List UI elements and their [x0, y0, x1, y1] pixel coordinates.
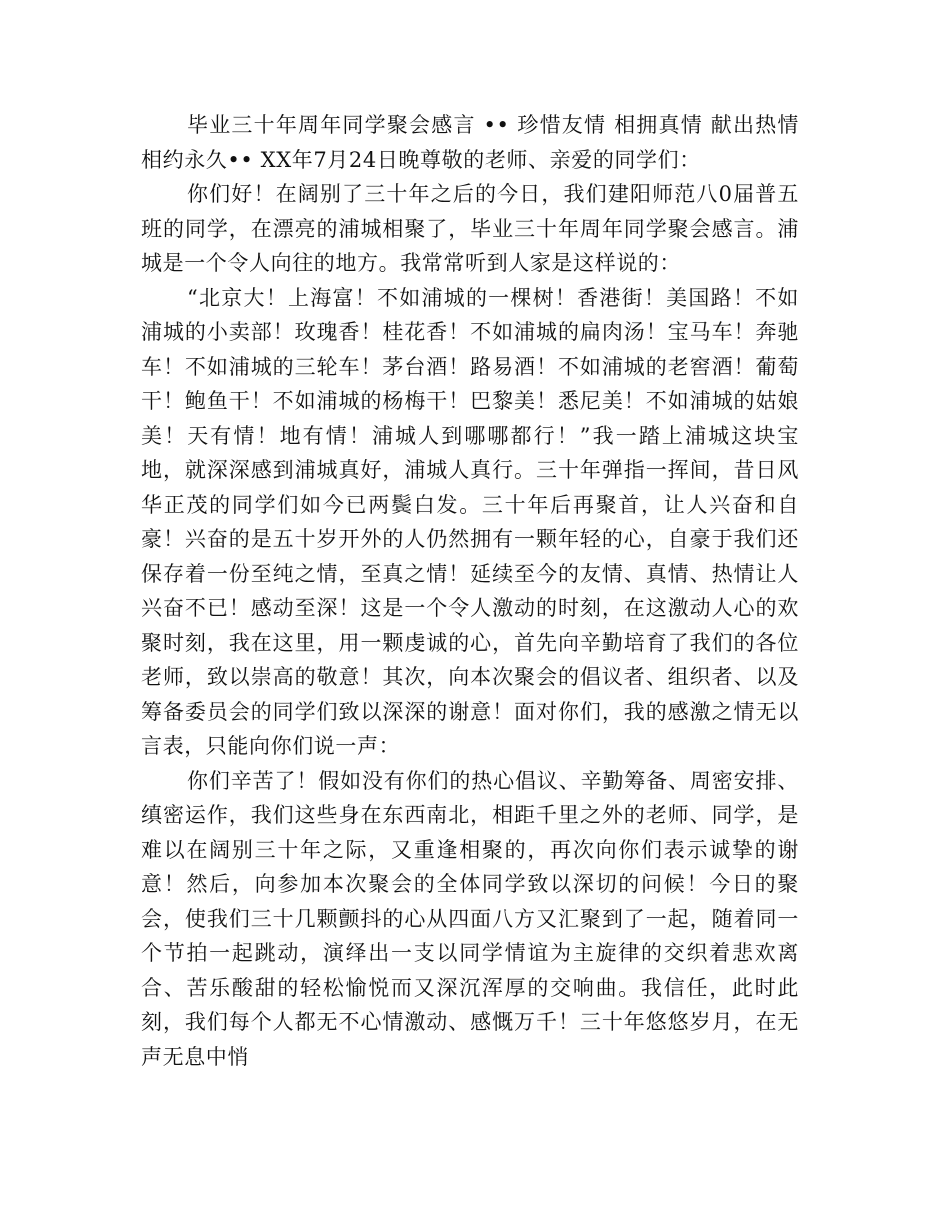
paragraph-opening: 你们好！在阔别了三十年之后的今日，我们建阳师范八0届普五班的同学，在漂亮的浦城相聚了，毕业三十年周年同学聚会感言。浦城是一个令人向往的地方。我常常听到人家是这样说的：: [141, 182, 799, 275]
paragraph-pucheng-praise: “北京大！上海富！不如浦城的一棵树！香港街！美国路！不如浦城的小卖部！玫瑰香！桂花香！不如浦城的扁肉汤！宝马车！奔驰车！不如浦城的三轮车！茅台酒！路易酒！不如浦城的老窖酒！葡萄干！鲍鱼干！不如浦城的杨梅干！巴黎美！悉尼美！不如浦城的姑娘美！天有情！地有情！浦城人到哪哪都行！”我一踏上浦城这块宝地，就深深感到浦城真好，浦城人真行。三十年弹指一挥间，昔日风华正茂的同学们如今已两鬓白发。三十年后再聚首，让人兴奋和自豪！兴奋的是五十岁开外的人仍然拥有一颗年轻的心，自豪于我们还保存着一份至纯之情，至真之情！延续至今的友情、真情、热情让人兴奋不已！感动至深！这是一个令人激动的时刻，在这激动人心的欢聚时刻，我在这里，用一颗虔诚的心，首先向辛勤培育了我们的各位老师，致以崇高的敬意！其次，向本次聚会的倡议者、组织者、以及筹备委员会的同学们致以深深的谢意！面对你们，我的感激之情无以言表，只能向你们说一声：: [141, 285, 799, 758]
document-body: [141, 108, 799, 1074]
paragraph-title-greeting: 毕业三十年周年同学聚会感言 •• 珍惜友情 相拥真情 献出热情 相约永久•• XX年7月24日晚尊敬的老师、亲爱的同学们：: [141, 113, 799, 172]
paragraph-thanks: 你们辛苦了！假如没有你们的热心倡议、辛勤筹备、周密安排、缜密运作，我们这些身在东西南北，相距千里之外的老师、同学，是难以在阔别三十年之际，又重逢相聚的，再次向你们表示诚挚的谢意！然后，向参加本次聚会的全体同学致以深切的问候！今日的聚会，使我们三十几颗颤抖的心从四面八方又汇聚到了一起，随着同一个节拍一起跳动，演绎出一支以同学情谊为主旋律的交织着悲欢离合、苦乐酸甜的轻松愉悦而又深沉浑厚的交响曲。我信任，此时此刻，我们每个人都无不心情激动、感慨万千！三十年悠悠岁月，在无声无息中悄: [141, 768, 799, 1069]
